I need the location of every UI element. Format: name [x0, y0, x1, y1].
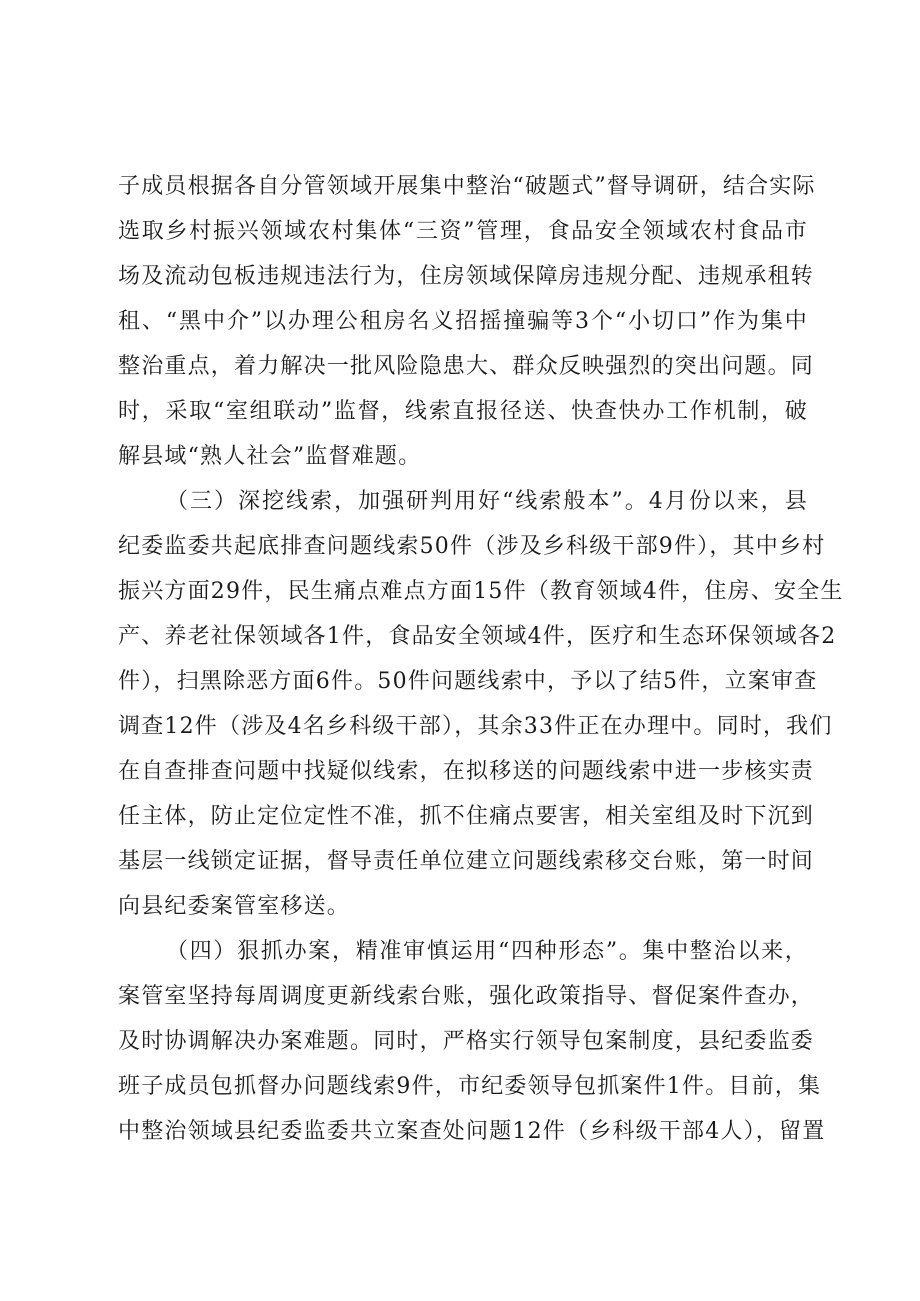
text-line: 班子成员包抓督办问题线索9件，市纪委领导包抓案件1件。目前，集 — [118, 1074, 822, 1099]
text-line: 解县域“熟人社会”监督难题。 — [118, 444, 422, 469]
text-line: 振兴方面29件，民生痛点难点方面15件（教育领域4件，住房、安全生 — [118, 579, 844, 604]
document-body — [118, 164, 844, 1154]
text-line: 整治重点，着力解决一批风险隐患大、群众反映强烈的突出问题。同 — [118, 354, 815, 379]
text-line: 案管室坚持每周调度更新线索台账，强化政策指导、督促案件查办， — [118, 984, 815, 1009]
text-line: 调查12件（涉及4名乡科级干部），其余33件正在办理中。同时，我们 — [118, 714, 833, 739]
text-line: 子成员根据各自分管领域开展集中整治“破题式”督导调研，结合实际 — [118, 174, 816, 199]
section-heading-line: （三）深挖线索，加强研判用好“线索般本”。4月份以来，县 — [166, 489, 808, 514]
text-line: 产、养老社保领域各1件，食品安全领域4件，医疗和生态环保领域各2 — [118, 624, 837, 649]
text-line: 租、“黑中介”以办理公租房名义招摇撞骗等3个“小切口”作为集中 — [118, 309, 808, 334]
text-line: 纪委监委共起底排查问题线索50件（涉及乡科级干部9件），其中乡村 — [118, 534, 826, 559]
text-line: 场及流动包板违规违法行为，住房领域保障房违规分配、违规承租转 — [118, 264, 815, 289]
text-line: 选取乡村振兴领域农村集体“三资”管理，食品安全领域农村食品市 — [118, 219, 808, 244]
text-line: 时，采取“室组联动”监督，线索直报径送、快查快办工作机制，破 — [118, 399, 808, 424]
text-line: 基层一线锁定证据，督导责任单位建立问题线索移交台账，第一时间 — [118, 849, 815, 874]
text-line: 任主体，防止定位定性不准，抓不住痛点要害，相关室组及时下沉到 — [118, 804, 815, 829]
text-line: 及时协调解决办案难题。同时，严格实行领导包案制度，县纪委监委 — [118, 1029, 815, 1054]
text-line: 中整治领域县纪委监委共立案查处问题12件（乡科级干部4人），留置 — [118, 1119, 826, 1144]
section-heading-line: （四）狠抓办案，精准审慎运用“四种形态”。集中整治以来， — [166, 939, 808, 964]
text-line: 向县纪委案管室移送。 — [118, 894, 351, 919]
text-line: 在自查排查问题中找疑似线索，在拟移送的问题线索中进一步核实责 — [118, 759, 815, 784]
text-line: 件），扫黑除恶方面6件。50件问题线索中，予以了结5件，立案审查 — [118, 669, 818, 694]
